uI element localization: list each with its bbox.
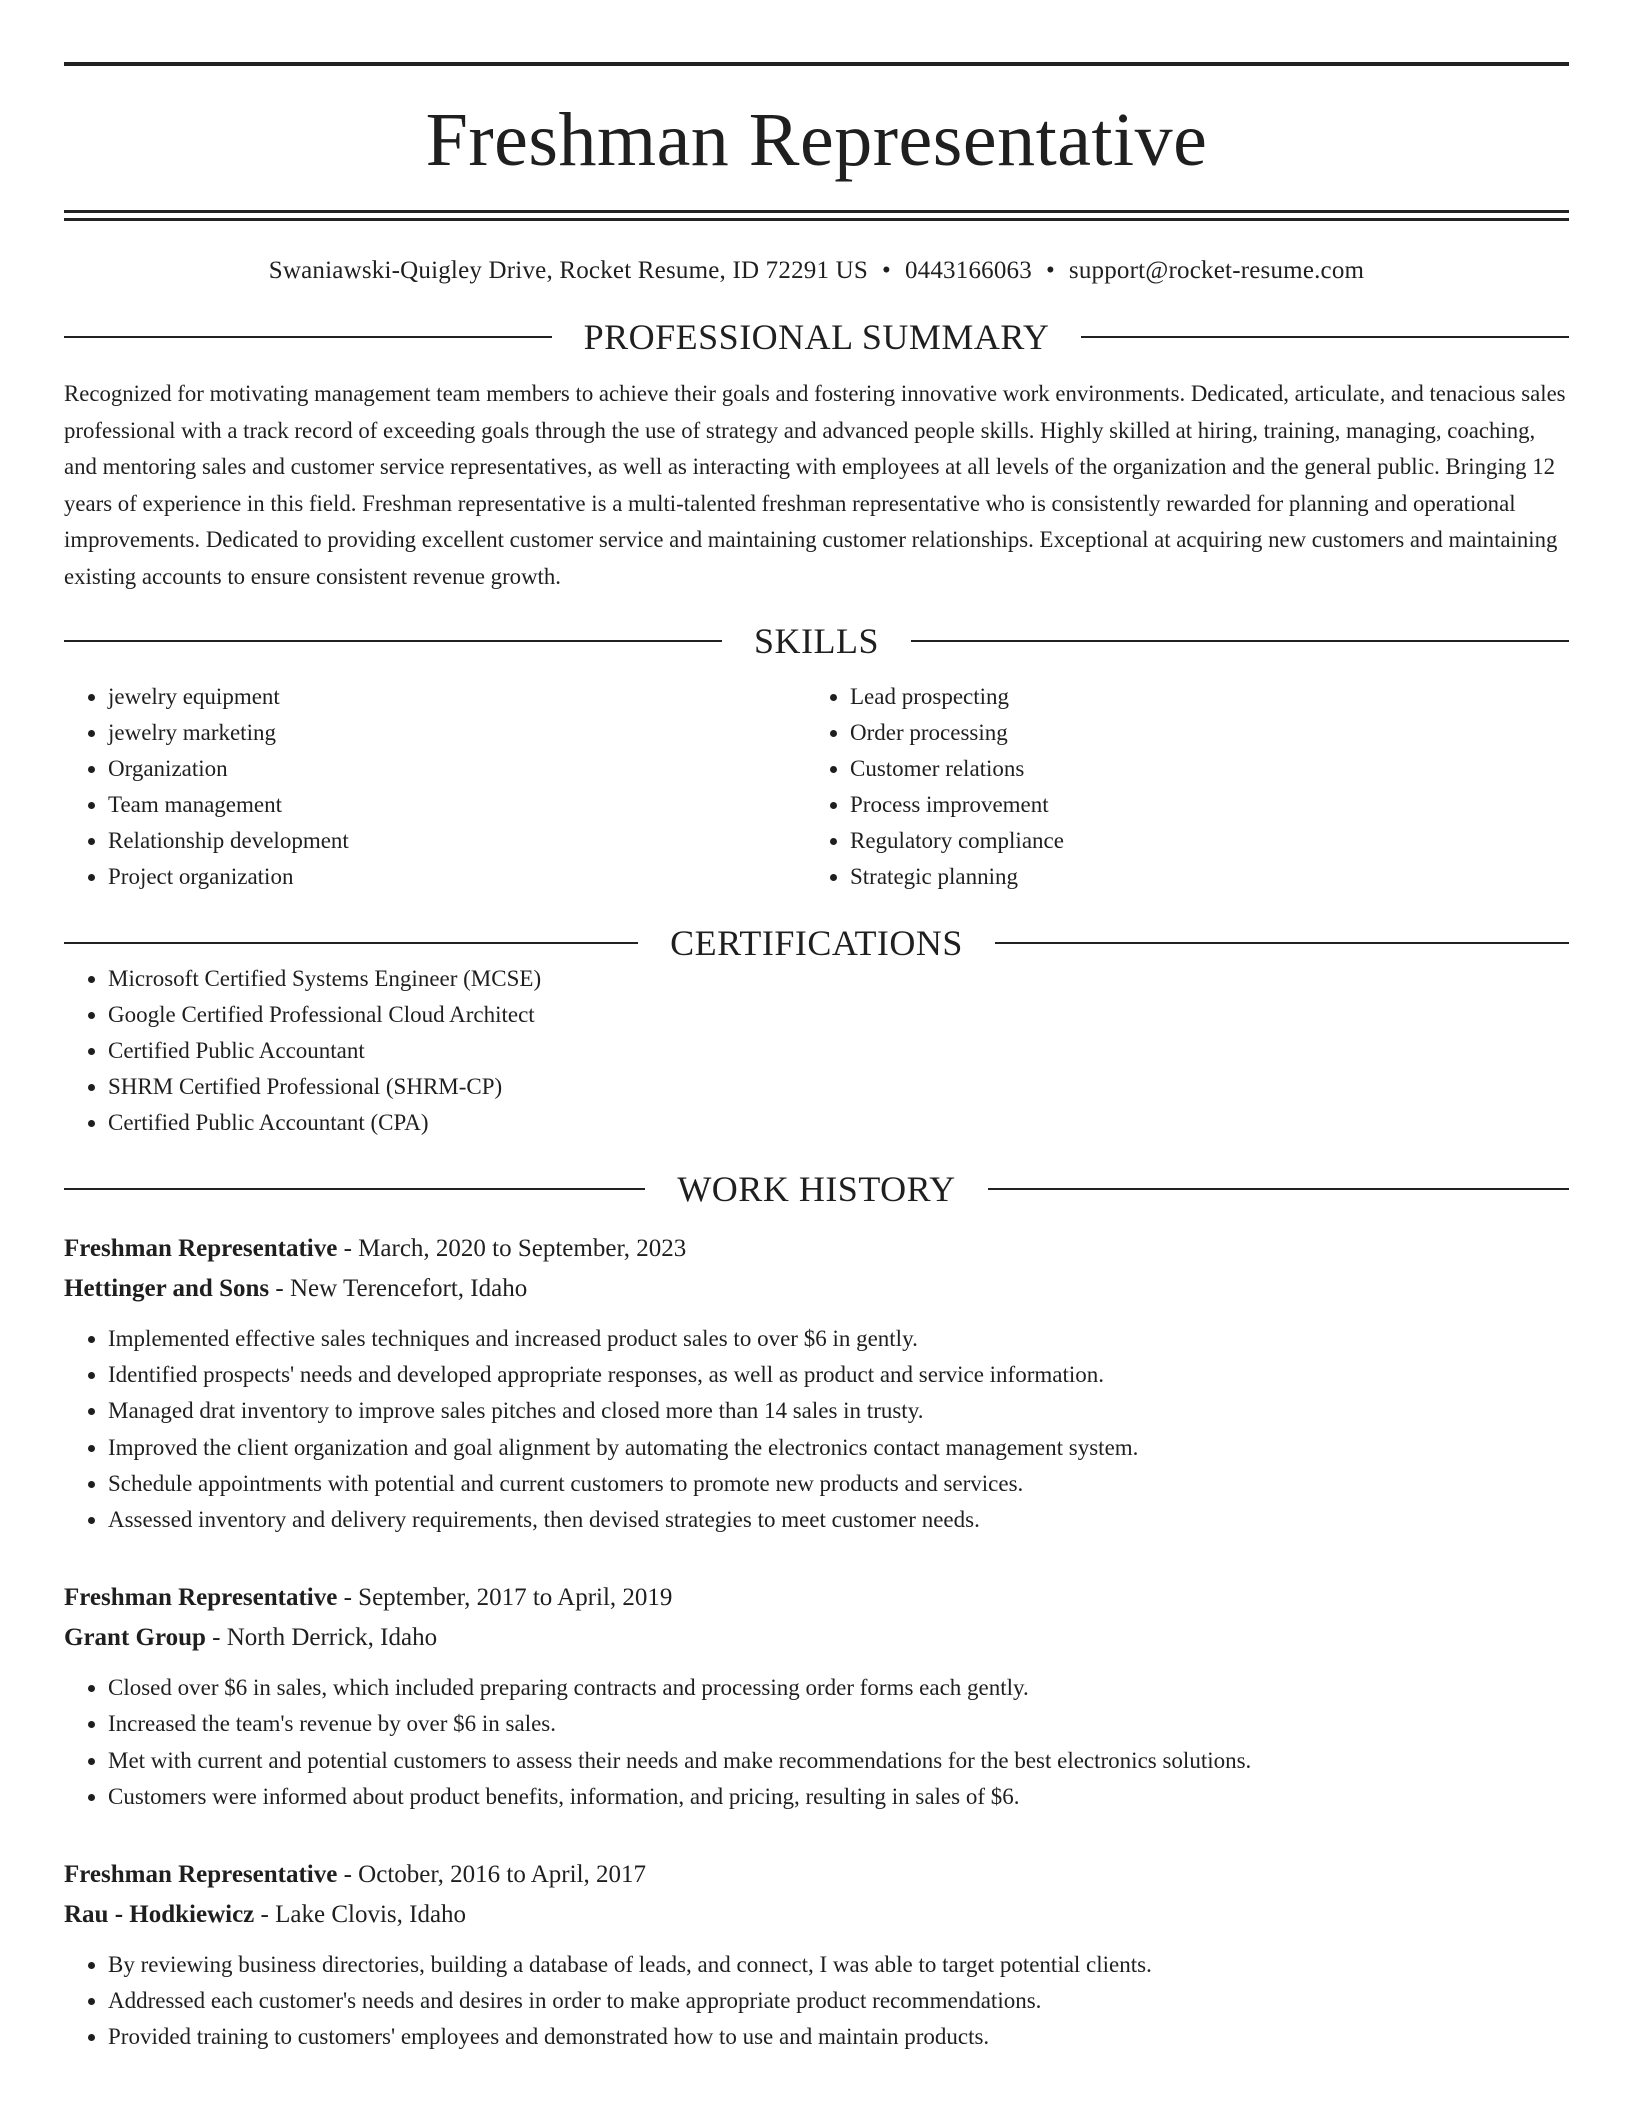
- summary-paragraph: Recognized for motivating management team members to achieve their goals and fostering innovative work environments. Dedicated, articulate, and tenacious sales professional with a track record of exceeding goals through the use of strategy and advanced people skills. Highly skilled at hiring, training, managing, coaching, and mentoring sales and customer service representatives, as well as interacting with employees at all levels of the organization and the general public. Bringing 12 years of experience in this field. Freshman representative is a multi-talented freshman representative who is consistently rewarded for planning and operational improvements. Dedicated to providing excellent customer service and maintaining customer relationships. Exceptional at acquiring new customers and maintaining existing accounts to ensure consistent revenue growth.: [64, 381, 1566, 589]
- section-heading-skills: [64, 623, 1569, 659]
- heading-rule: [995, 942, 1569, 944]
- skill-item: • Lead prospecting: [850, 679, 1548, 715]
- contact-separator: •: [1045, 257, 1055, 284]
- job-company-line: [64, 1618, 1569, 1658]
- job-location: - North Derrick, Idaho: [205, 1624, 438, 1652]
- skills-list-left: [64, 679, 806, 895]
- skills-list-right: [806, 679, 1548, 895]
- skill-item: • Project organization: [108, 859, 806, 895]
- section-heading-summary: [64, 319, 1569, 355]
- heading-rule: [911, 640, 1569, 642]
- job-bullet: • Met with current and potential customers to assess their needs and make recommendations for the best electronics solutions.: [108, 1743, 1569, 1779]
- skill-item: • Organization: [108, 751, 806, 787]
- job-bullets: [64, 1947, 1569, 2056]
- heading-rule: [988, 1188, 1569, 1190]
- job-title-line: [64, 1578, 1569, 1618]
- job-location: - Lake Clovis, Idaho: [254, 1901, 467, 1929]
- heading-rule: [64, 640, 722, 642]
- job-dates: - October, 2016 to April, 2017: [337, 1861, 647, 1889]
- job-company: Grant Group: [64, 1624, 206, 1652]
- skill-item: • Customer relations: [850, 751, 1548, 787]
- job-title: Freshman Representative: [64, 1235, 338, 1262]
- contact-address: Swaniawski-Quigley Drive, Rocket Resume, ID 72291 US: [268, 257, 868, 284]
- job-bullet: • Identified prospects' needs and developed appropriate responses, as well as product and service information.: [108, 1357, 1569, 1393]
- job-entry: [64, 1855, 1569, 2056]
- certification-item: • SHRM Certified Professional (SHRM-CP): [108, 1069, 1569, 1105]
- skill-item: • jewelry marketing: [108, 715, 806, 751]
- job-bullet: • Managed drat inventory to improve sales pitches and closed more than 14 sales in trusty.: [108, 1393, 1569, 1429]
- contact-email[interactable]: support@rocket-resume.com: [1068, 257, 1365, 284]
- section-heading-certifications: [64, 925, 1569, 961]
- section-title: CERTIFICATIONS: [670, 923, 963, 963]
- heading-rule: [64, 942, 638, 944]
- skill-item: • Team management: [108, 787, 806, 823]
- certifications-list: [64, 961, 1569, 1141]
- skill-item: • Relationship development: [108, 823, 806, 859]
- heading-rule: [1081, 336, 1569, 338]
- resume-title: Freshman Representative: [425, 98, 1208, 182]
- job-bullet: • Schedule appointments with potential and current customers to promote new products and services.: [108, 1466, 1569, 1502]
- job-bullets: [64, 1670, 1569, 1815]
- work-history-list: [64, 1229, 1569, 2056]
- top-rule: [64, 62, 1569, 66]
- job-title: Freshman Representative: [64, 1861, 338, 1889]
- title-double-rule: [64, 210, 1569, 221]
- heading-rule: [64, 1188, 645, 1190]
- skill-item: • jewelry equipment: [108, 679, 806, 715]
- job-dates: - September, 2017 to April, 2019: [337, 1584, 673, 1612]
- section-title: SKILLS: [754, 621, 880, 661]
- job-title: Freshman Representative: [64, 1584, 338, 1612]
- skills-column-right: [806, 679, 1548, 895]
- job-bullet: • Addressed each customer's needs and desires in order to make appropriate product recommendations.: [108, 1983, 1569, 2019]
- contact-line: [64, 257, 1569, 285]
- job-bullet: • Assessed inventory and delivery requirements, then devised strategies to meet customer needs.: [108, 1502, 1569, 1538]
- job-location: - New Terencefort, Idaho: [269, 1275, 528, 1302]
- certification-item: • Certified Public Accountant (CPA): [108, 1105, 1569, 1141]
- job-company-line: [64, 1269, 1569, 1309]
- job-bullet: • Closed over $6 in sales, which included preparing contracts and processing order forms each gently.: [108, 1670, 1569, 1706]
- skill-item: • Regulatory compliance: [850, 823, 1548, 859]
- certification-item: • Microsoft Certified Systems Engineer (MCSE): [108, 961, 1569, 997]
- job-bullet: • By reviewing business directories, building a database of leads, and connect, I was able to target potential clients.: [108, 1947, 1569, 1983]
- job-bullet: • Increased the team's revenue by over $6 in sales.: [108, 1706, 1569, 1742]
- job-entry: [64, 1229, 1569, 1538]
- section-heading-work-history: [64, 1171, 1569, 1207]
- contact-phone[interactable]: 0443166063: [904, 257, 1032, 284]
- skills-columns: [64, 679, 1569, 895]
- skills-column-left: [64, 679, 806, 895]
- section-title: PROFESSIONAL SUMMARY: [583, 317, 1050, 357]
- job-dates: - March, 2020 to September, 2023: [337, 1235, 687, 1262]
- job-bullet: • Customers were informed about product benefits, information, and pricing, resulting in sales of $6.: [108, 1779, 1569, 1815]
- certification-item: • Certified Public Accountant: [108, 1033, 1569, 1069]
- job-company: Rau - Hodkiewicz: [64, 1901, 255, 1929]
- heading-rule: [64, 336, 552, 338]
- job-bullet: • Provided training to customers' employees and demonstrated how to use and maintain products.: [108, 2019, 1569, 2055]
- section-title: WORK HISTORY: [677, 1169, 956, 1209]
- contact-separator: •: [882, 257, 891, 284]
- skill-item: • Process improvement: [850, 787, 1548, 823]
- job-company-line: [64, 1895, 1569, 1935]
- job-bullets: [64, 1321, 1569, 1538]
- resume-page: [64, 62, 1569, 2056]
- job-company: Hettinger and Sons: [64, 1275, 270, 1302]
- skill-item: • Strategic planning: [850, 859, 1548, 895]
- job-bullet: • Improved the client organization and goal alignment by automating the electronics contact management system.: [108, 1430, 1569, 1466]
- skill-item: • Order processing: [850, 715, 1548, 751]
- certification-item: • Google Certified Professional Cloud Architect: [108, 997, 1569, 1033]
- job-entry: [64, 1578, 1569, 1815]
- job-bullet: • Implemented effective sales techniques and increased product sales to over $6 in gently.: [108, 1321, 1569, 1357]
- job-title-line: [64, 1855, 1569, 1895]
- job-title-line: [64, 1229, 1569, 1269]
